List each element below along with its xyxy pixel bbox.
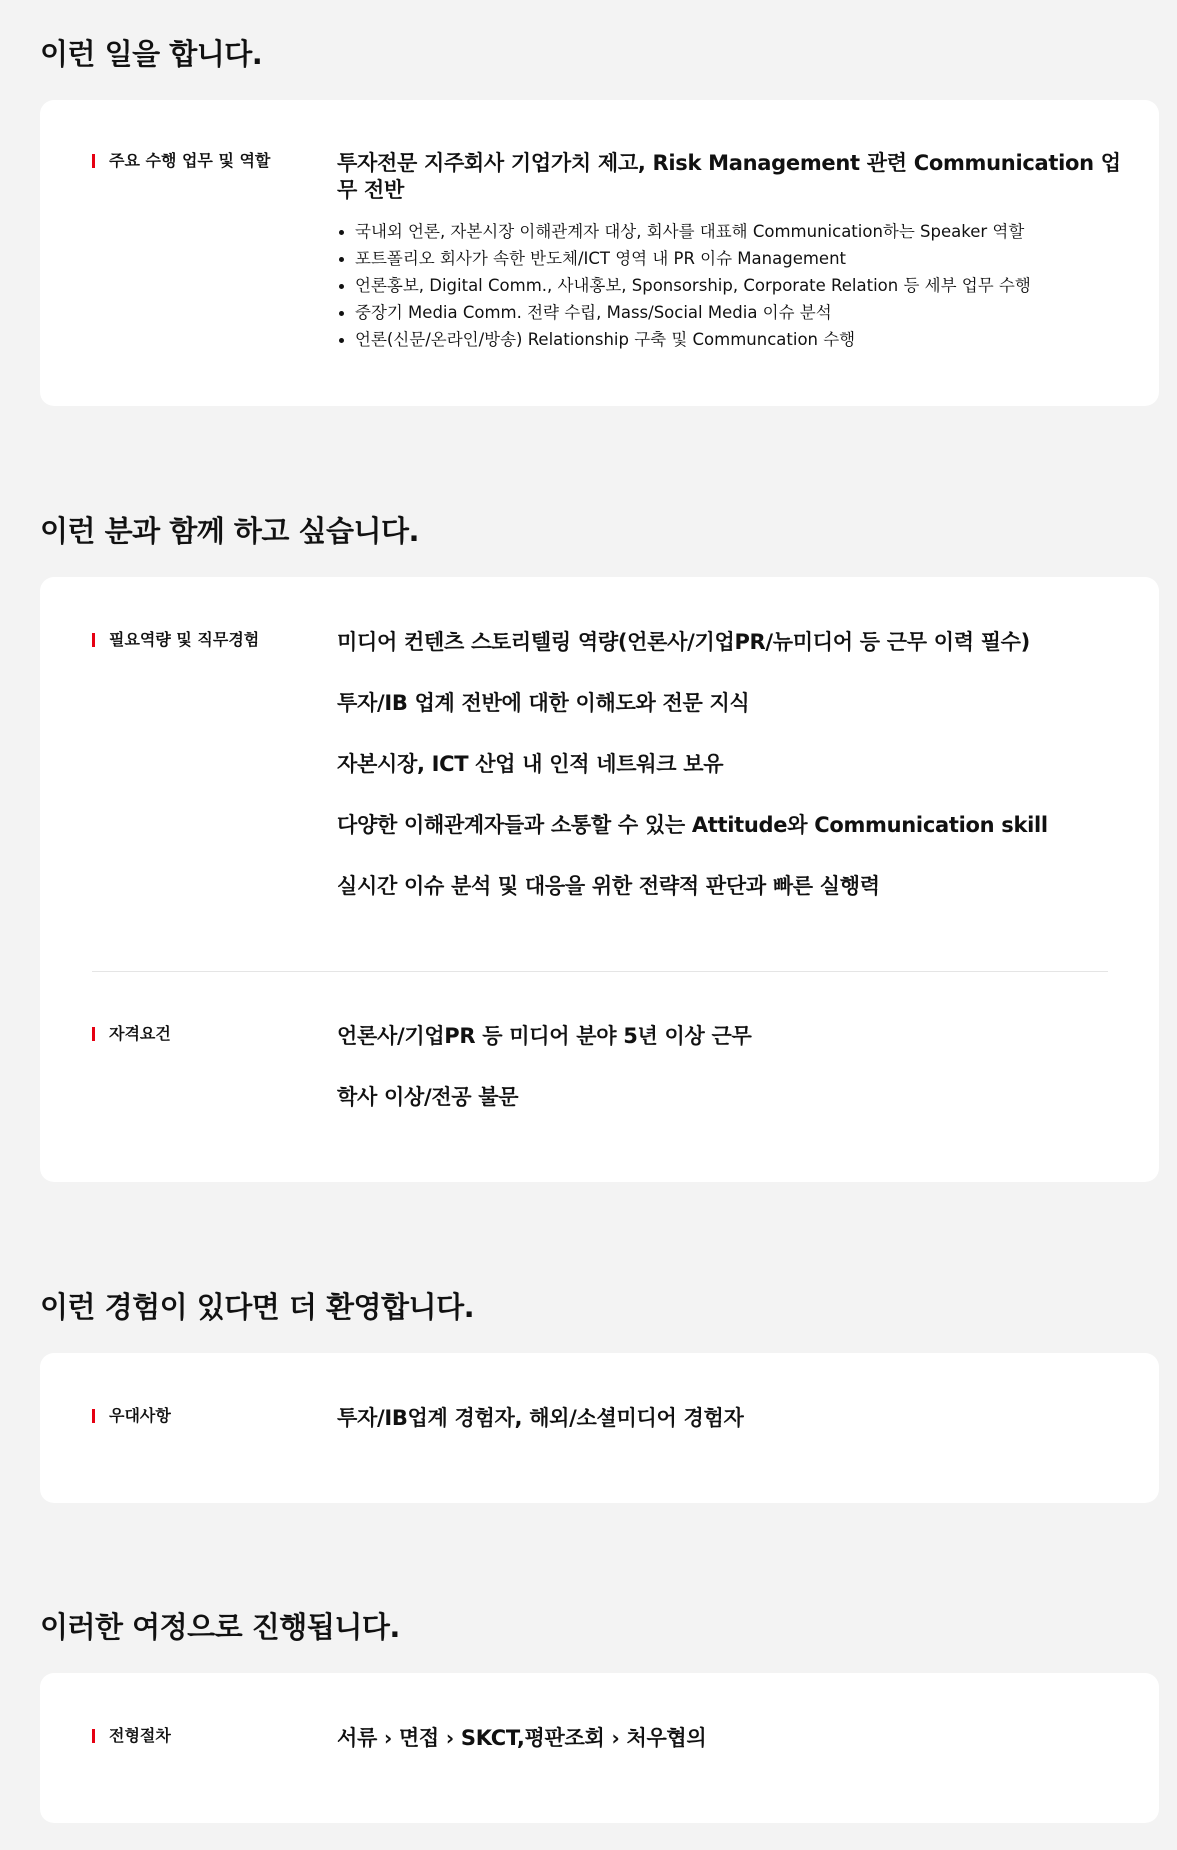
duty-bullet-item: 국내외 언론, 자본시장 이해관계자 대상, 회사를 대표해 Communication하는 Speaker 역할 [337, 218, 1127, 245]
want-card [40, 577, 1159, 1182]
process-step: 서류 [337, 1726, 377, 1750]
section-title-process: 이러한 여정으로 진행됩니다. [40, 1610, 400, 1644]
process-step: 면접 [398, 1726, 439, 1750]
process-steps [337, 1725, 1127, 1752]
chevron-right-icon: › [611, 1726, 620, 1750]
competency-item: 다양한 이해관계자들과 소통할 수 있는 Attitude와 Communication skill [337, 813, 1048, 837]
competency-item: 실시간 이슈 분석 및 대응을 위한 전략적 판단과 빠른 실행력 [337, 874, 880, 898]
duty-bullet-item: 언론(신문/온라인/방송) Relationship 구축 및 Communcation 수행 [337, 326, 1127, 353]
row-label-main-duties [92, 150, 270, 172]
process-card [40, 1673, 1159, 1823]
process-step: 처우협의 [626, 1726, 707, 1750]
duty-bullet-item: 언론홍보, Digital Comm., 사내홍보, Sponsorship, Corporate Relation 등 세부 업무 수행 [337, 272, 1127, 299]
label-text: 주요 수행 업무 및 역할 [109, 151, 271, 170]
row-content-competency [337, 629, 1127, 900]
qualification-list [337, 1023, 1127, 1111]
process-step: SKCT,평판조회 [460, 1726, 605, 1750]
section-title-preferred: 이런 경험이 있다면 더 환영합니다. [40, 1290, 475, 1324]
row-label-qualification [92, 1023, 171, 1045]
qualification-item: 학사 이상/전공 불문 [337, 1085, 519, 1109]
duties-headline: 투자전문 지주회사 기업가치 제고, Risk Management 관련 Communication 업무 전반 [337, 151, 1121, 202]
preferred-card [40, 1353, 1159, 1503]
accent-bar [92, 1409, 95, 1423]
accent-bar [92, 633, 95, 647]
section-title-work: 이런 일을 합니다. [40, 37, 263, 71]
section-title-want: 이런 분과 함께 하고 싶습니다. [40, 514, 420, 548]
preferred-text: 투자/IB업계 경험자, 해외/소셜미디어 경험자 [337, 1406, 744, 1430]
accent-bar [92, 1729, 95, 1743]
duty-bullet-item: 포트폴리오 회사가 속한 반도체/ICT 영역 내 PR 이슈 Management [337, 245, 1127, 272]
label-text: 전형절차 [109, 1726, 171, 1745]
row-content-preferred [337, 1405, 1127, 1432]
row-content-main-duties [337, 150, 1127, 353]
duties-bullet-list [337, 218, 1127, 353]
chevron-right-icon: › [383, 1726, 392, 1750]
row-label-competency [92, 629, 259, 651]
work-card [40, 100, 1159, 406]
accent-bar [92, 154, 95, 168]
row-label-process [92, 1725, 171, 1747]
qualification-item: 언론사/기업PR 등 미디어 분야 5년 이상 근무 [337, 1024, 752, 1048]
label-text: 필요역량 및 직무경험 [109, 630, 260, 649]
competency-item: 자본시장, ICT 산업 내 인적 네트워크 보유 [337, 752, 724, 776]
accent-bar [92, 1027, 95, 1041]
row-divider [92, 971, 1108, 972]
row-content-process [337, 1725, 1127, 1752]
row-content-qualification [337, 1023, 1127, 1111]
competency-list [337, 629, 1127, 900]
duty-bullet-item: 중장기 Media Comm. 전략 수립, Mass/Social Media 이슈 분석 [337, 299, 1127, 326]
chevron-right-icon: › [445, 1726, 454, 1750]
competency-item: 투자/IB 업계 전반에 대한 이해도와 전문 지식 [337, 691, 750, 715]
row-label-preferred [92, 1405, 171, 1427]
label-text: 우대사항 [109, 1406, 171, 1425]
label-text: 자격요건 [109, 1024, 171, 1043]
competency-item: 미디어 컨텐츠 스토리텔링 역량(언론사/기업PR/뉴미디어 등 근무 이력 필수) [337, 630, 1030, 654]
